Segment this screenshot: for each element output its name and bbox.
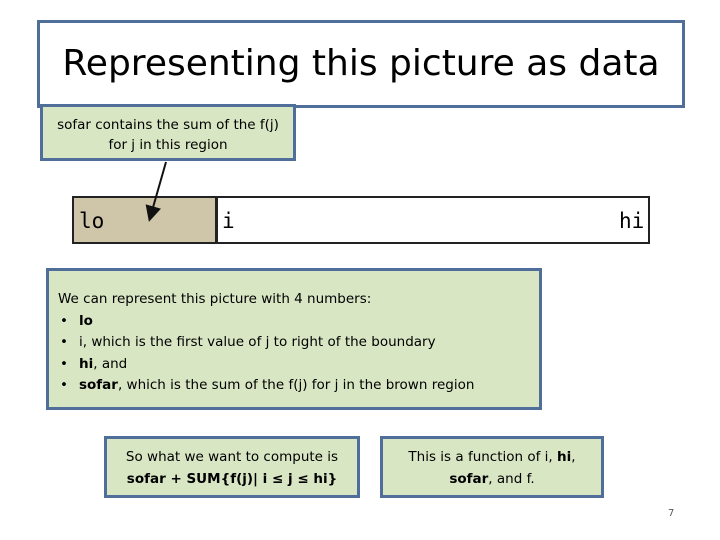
list-item-hi xyxy=(58,354,539,376)
page-number: 7 xyxy=(668,508,675,519)
item-term: sofar xyxy=(79,377,118,393)
list-item-i xyxy=(58,332,539,354)
sofar-callout-line2: for j in this region xyxy=(108,137,228,153)
remaining-region xyxy=(216,196,650,244)
note-text: , and f. xyxy=(488,470,535,487)
hi-label: hi xyxy=(619,209,645,233)
slide-title-box xyxy=(37,20,685,108)
representation-intro: We can represent this picture with 4 numbers: xyxy=(58,291,372,307)
sofar-callout-line1: sofar contains the sum of the f(j) xyxy=(57,117,279,133)
compute-box xyxy=(104,436,360,498)
item-text: , which is the sum of the f(j) for j in the brown region xyxy=(117,377,475,393)
item-term: hi xyxy=(79,355,94,372)
list-item-sofar xyxy=(58,375,539,397)
compute-formula: sofar + SUM{f(j)| i ≤ j ≤ hi} xyxy=(126,470,338,487)
function-note-box xyxy=(380,436,604,498)
note-term: sofar xyxy=(449,470,489,487)
lo-label: lo xyxy=(79,209,105,233)
item-text: i, which is the first value of j to right of the boundary xyxy=(79,334,436,350)
representation-box xyxy=(46,268,542,410)
i-label: i xyxy=(222,209,235,233)
compute-line1: So what we want to compute is xyxy=(125,449,339,465)
sofar-callout xyxy=(40,104,296,161)
item-term: lo xyxy=(79,312,93,329)
function-note-line2 xyxy=(383,469,601,491)
note-term: hi xyxy=(557,449,572,465)
representation-list xyxy=(58,311,539,397)
list-item-lo xyxy=(58,311,539,333)
slide-title: Representing this picture as data xyxy=(62,43,660,84)
function-note-line1 xyxy=(383,447,601,469)
note-text: This is a function of i, xyxy=(408,449,558,465)
item-text: , and xyxy=(93,355,128,372)
note-text: , xyxy=(571,449,576,465)
